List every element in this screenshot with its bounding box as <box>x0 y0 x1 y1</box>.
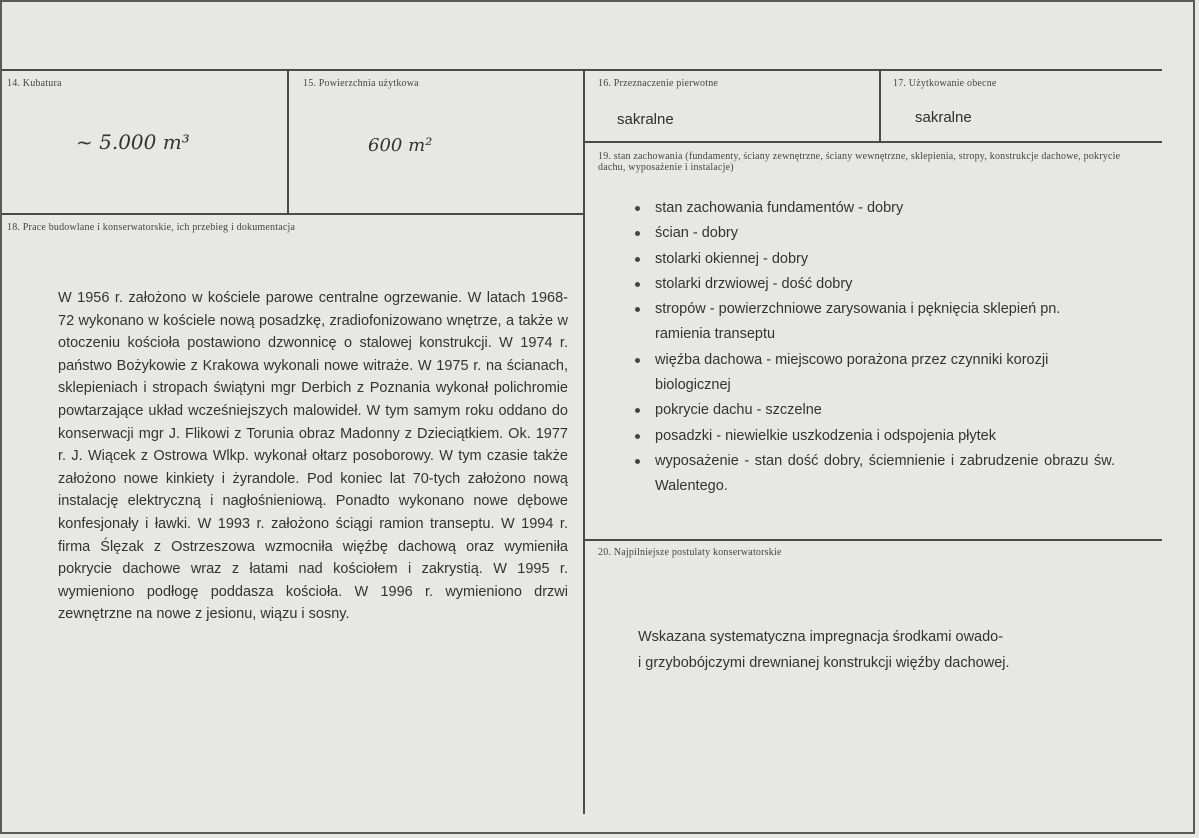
rule-below-14-15 <box>2 213 583 215</box>
top-rule <box>2 69 1162 71</box>
rule-above-20 <box>585 539 1162 541</box>
condition-item: stan zachowania fundamentów - dobry <box>633 196 1123 221</box>
condition-item: więźba dachowa - miejscowo porażona przez czynniki korozji biologicznej <box>633 348 1055 399</box>
rule-below-16-17 <box>585 141 1162 143</box>
field-17-value: sakralne <box>915 109 972 126</box>
field-20-label: 20. Najpilniejsze postulaty konserwatorskie <box>598 547 782 558</box>
condition-item: stolarki okiennej - dobry <box>633 247 1123 272</box>
condition-list <box>633 196 1123 500</box>
field-20-text <box>638 624 1108 676</box>
field-14-label: 14. Kubatura <box>7 78 62 89</box>
condition-item: pokrycie dachu - szczelne <box>633 398 1123 423</box>
field-16-value: sakralne <box>617 111 674 128</box>
field-14-value: ~ 5.000 m³ <box>76 130 190 154</box>
postulate-line-1: Wskazana systematyczna impregnacja środkami owado- <box>638 629 1004 645</box>
divider-16-17 <box>879 70 881 143</box>
field-17-label: 17. Użytkowanie obecne <box>893 78 997 89</box>
field-18-label: 18. Prace budowlane i konserwatorskie, ich przebieg i dokumentacja <box>7 222 296 233</box>
field-16-label: 16. Przeznaczenie pierwotne <box>598 78 719 89</box>
field-18-text: W 1956 r. założono w kościele parowe centralne ogrzewanie. W latach 1968-72 wykonano w kościele nową posadzkę, zradiofonizowano wnętrze, a także w otoczeniu kościoła postawiono dzwonnicę o stalowej konstrukcji. W 1974 r. państwo Bożykowie z Krakowa wykonali nowe witraże. W 1975 r. na ścianach, sklepieniach i stropach świątyni mgr Derbich z Poznania wykonał polichromie powtarzające układ wcześniejszych malowideł. W tym samym roku oddano do konserwacji mgr J. Flikowi z Torunia obraz Madonny z Dzieciątkiem. Ok. 1977 r. J. Wiącek z Ostrowa Wlkp. wykonał ołtarz posoborowy. W tym czasie także założono nowe kinkiety i żyrandole. Pod koniec lat 70-tych założono nową instalację elektryczną i nagłośnieniową. Ponadto wykonano nowe dębowe konfesjonały i ławki. W 1993 r. założono ściągi ramion transeptu. W 1994 r. firma Ślęzak z Ostrzeszowa wzmocniła więźbę dachową oraz wymieniła pokrycie dachowe wraz z łatami nad kościołem i zakrystią. W 1995 r. wymieniono podłogę poddasza kościoła. W 1996 r. wymieniono drzwi zewnętrzne na nowe z jesionu, wiązu i sosny. <box>58 290 568 623</box>
condition-item: wyposażenie - stan dość dobry, ściemnienie i zabrudzenie obrazu św. Walentego. <box>633 449 1115 500</box>
field-19-label: 19. stan zachowania (fundamenty, ściany zewnętrzne, ściany wewnętrzne, sklepienia, stropy, konstrukcje dachowe, pokrycie dachu, wyposażenie i instalacje) <box>598 151 1121 173</box>
divider-14-15 <box>287 70 289 215</box>
condition-item: stolarki drzwiowej - dość dobry <box>633 272 1123 297</box>
center-divider <box>583 70 585 814</box>
condition-item: posadzki - niewielkie uszkodzenia i odspojenia płytek <box>633 424 1123 449</box>
field-15-label: 15. Powierzchnia użytkowa <box>303 78 419 89</box>
condition-item: stropów - powierzchniowe zarysowania i pęknięcia sklepień pn. ramienia transeptu <box>633 297 1110 348</box>
field-15-value: 600 m² <box>368 135 433 156</box>
condition-item: ścian - dobry <box>633 221 1123 246</box>
postulate-line-2: i grzybobójczymi drewnianej konstrukcji więźby dachowej. <box>638 655 1010 671</box>
